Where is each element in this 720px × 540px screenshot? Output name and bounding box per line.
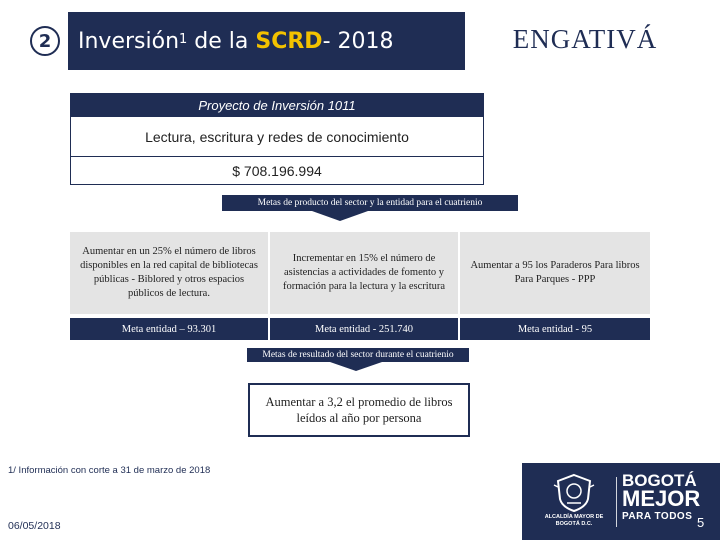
footnote: 1/ Información con corte a 31 de marzo de 2018 [8,465,211,476]
goal-card-books: Aumentar en un 25% el número de libros disponibles en la red capital de bibliotecas públicas - Biblored y otros espacios públicos de lectura. [70,232,268,314]
seal-caption: ALCALDÍA MAYOR DE BOGOTÁ D.C. [544,514,604,527]
title-accent: SCRD [255,28,323,54]
result-goals-banner: Metas de resultado del sector durante el cuatrienio [247,348,469,362]
goal-card-ppp: Aumentar a 95 los Paraderos Para libros Para Parques - PPP [460,232,650,314]
project-header: Proyecto de Inversión 1011 [70,93,484,117]
locality-name: ENGATIVÁ [512,24,658,54]
goal-card-activities: Incrementar en 15% el número de asistencias a actividades de fomento y formación para la lectura y la escritura [270,232,458,314]
result-goal-box: Aumentar a 3,2 el promedio de libros leídos al año por persona [248,383,470,437]
footer-date: 06/05/2018 [8,520,61,532]
title-prefix: Inversión [78,28,180,54]
slogan-line-1: BOGOTÁ [622,471,697,490]
slogan [622,473,700,522]
project-name: Lectura, escritura y redes de conocimiento [70,117,484,157]
footer-logo-block [522,463,720,540]
title-suffix: - 2018 [322,28,394,54]
down-arrow-icon [330,362,382,371]
title-footnote-marker: 1 [179,31,188,47]
slogan-line-3: PARA TODOS [622,511,693,523]
goal-target-ppp: Meta entidad - 95 [460,318,650,340]
page-number: 5 [697,515,705,530]
bogota-seal-icon [552,473,596,513]
title-middle: de la [187,28,256,54]
goal-target-books: Meta entidad – 93.301 [70,318,268,340]
slogan-line-2: MEJOR [622,486,701,512]
down-arrow-icon [312,211,368,221]
product-goals-banner: Metas de producto del sector y la entidad para el cuatrienio [222,195,518,211]
goal-target-activities: Meta entidad - 251.740 [270,318,458,340]
step-number-badge: 2 [30,26,60,56]
logo-divider [616,477,617,527]
project-budget: $ 708.196.994 [70,157,484,185]
title-bar [68,12,465,70]
